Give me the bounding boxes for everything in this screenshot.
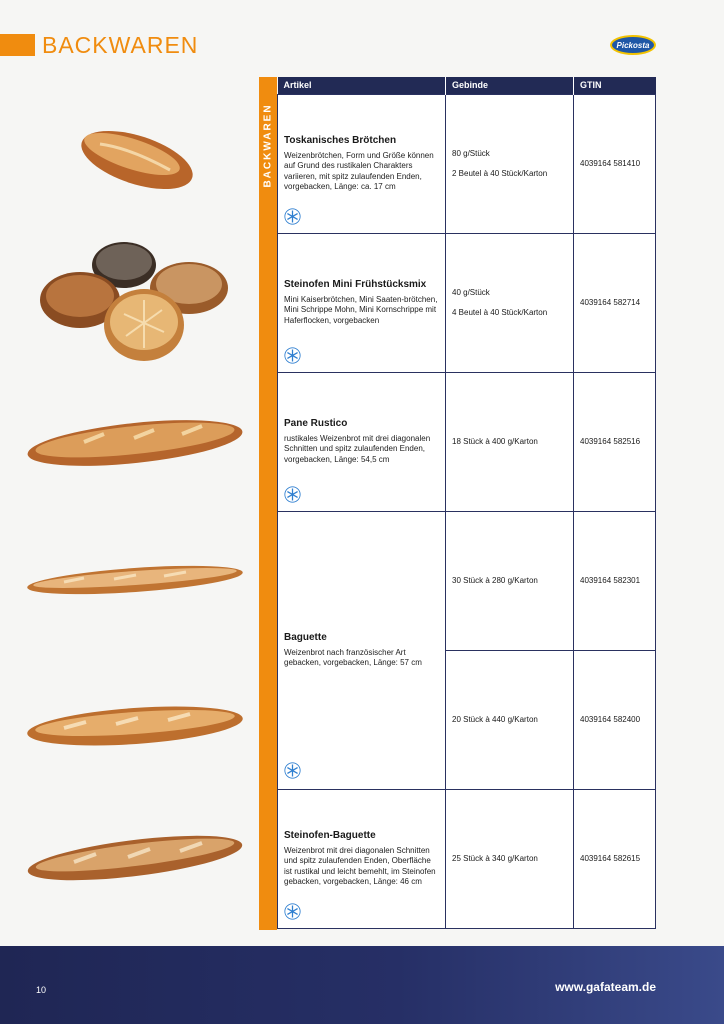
gtin-cell: 4039164 582400 [574, 650, 656, 789]
category-label [259, 100, 277, 190]
gtin-cell: 4039164 582714 [574, 233, 656, 372]
product-description: Weizenbrot mit drei diagonalen Schnitten und spitz zulaufenden Enden, Oberfläche ist rustikal und leicht bemehlt, im Steinofen gebacken, vorgebacken, Länge: 46 cm [284, 845, 436, 886]
product-cell [278, 511, 446, 789]
gebinde-pack: 18 Stück à 400 g/Karton [452, 436, 538, 446]
header-gebinde: Gebinde [446, 77, 574, 94]
photo-mini-fruehstuecksmix [36, 240, 236, 365]
gtin-cell: 4039164 582516 [574, 372, 656, 511]
product-cell [278, 94, 446, 233]
product-name: Pane Rustico [284, 417, 348, 429]
photo-steinofen-baguette [24, 832, 246, 884]
photo-baguette-2 [24, 700, 246, 752]
frozen-snowflake-icon [284, 762, 301, 779]
gebinde-cell [446, 94, 574, 233]
gebinde-cell [446, 511, 574, 650]
gebinde-pack: 20 Stück à 440 g/Karton [452, 714, 538, 724]
page-number: 10 [36, 985, 47, 995]
gebinde-cell [446, 789, 574, 928]
product-cell [278, 372, 446, 511]
product-name: Steinofen-Baguette [284, 829, 376, 841]
product-name: Toskanisches Brötchen [284, 134, 397, 146]
table-row [278, 233, 656, 372]
frozen-snowflake-icon [284, 347, 301, 364]
gtin-cell: 4039164 582615 [574, 789, 656, 928]
gebinde-pack: 2 Beutel à 40 Stück/Karton [452, 168, 548, 178]
table-row [278, 372, 656, 511]
gebinde-weight: 40 g/Stück [452, 287, 490, 297]
frozen-snowflake-icon [284, 486, 301, 503]
category-strip [259, 77, 277, 930]
table-row [278, 789, 656, 928]
category-label-text: BACKWAREN [262, 102, 274, 188]
frozen-snowflake-icon [284, 208, 301, 225]
gtin-cell: 4039164 581410 [574, 94, 656, 233]
photo-pane-rustico [24, 412, 246, 474]
product-cell [278, 233, 446, 372]
photo-toskanisches-broetchen [70, 118, 200, 198]
product-description: rustikales Weizenbrot mit drei diagonalen Schnitten und spitz zulaufenden Enden, vorgebacken, Länge: 54,5 cm [284, 433, 431, 464]
gtin-cell: 4039164 582301 [574, 511, 656, 650]
product-name: Steinofen Mini Frühstücksmix [284, 278, 427, 290]
gebinde-cell [446, 650, 574, 789]
gebinde-pack: 25 Stück à 340 g/Karton [452, 853, 538, 863]
photo-baguette-1 [24, 560, 246, 600]
product-cell [278, 789, 446, 928]
gebinde-pack: 4 Beutel à 40 Stück/Karton [452, 307, 548, 317]
gebinde-cell [446, 233, 574, 372]
brand-logo-text: Pickosta [616, 40, 650, 50]
product-name: Baguette [284, 631, 327, 643]
gebinde-pack: 30 Stück à 280 g/Karton [452, 575, 538, 585]
product-description: Weizenbrot nach französischer Art gebacken, vorgebacken, Länge: 57 cm [284, 647, 422, 667]
website-link[interactable]: www.gafateam.de [555, 980, 656, 994]
product-table [277, 77, 656, 929]
brand-logo [610, 35, 656, 55]
page-title: BACKWAREN [42, 32, 199, 58]
gebinde-weight: 80 g/Stück [452, 148, 490, 158]
header-artikel: Artikel [278, 77, 446, 94]
header-gtin: GTIN [574, 77, 656, 94]
product-description: Weizenbrötchen, Form und Größe können auf Grund des rustikalen Charakters variieren, mit spitz zulaufenden Enden, vorgebacken, Länge: ca. 17 cm [284, 150, 434, 191]
table-header-row [278, 77, 656, 94]
product-description: Mini Kaiserbrötchen, Mini Saaten-brötchen, Mini Schrippe Mohn, Mini Kornschrippe mit Haferflocken, vorgebacken [284, 294, 438, 325]
gebinde-cell [446, 372, 574, 511]
header-accent-bar [0, 34, 35, 56]
table-row [278, 94, 656, 233]
frozen-snowflake-icon [284, 903, 301, 920]
table-row [278, 511, 656, 650]
